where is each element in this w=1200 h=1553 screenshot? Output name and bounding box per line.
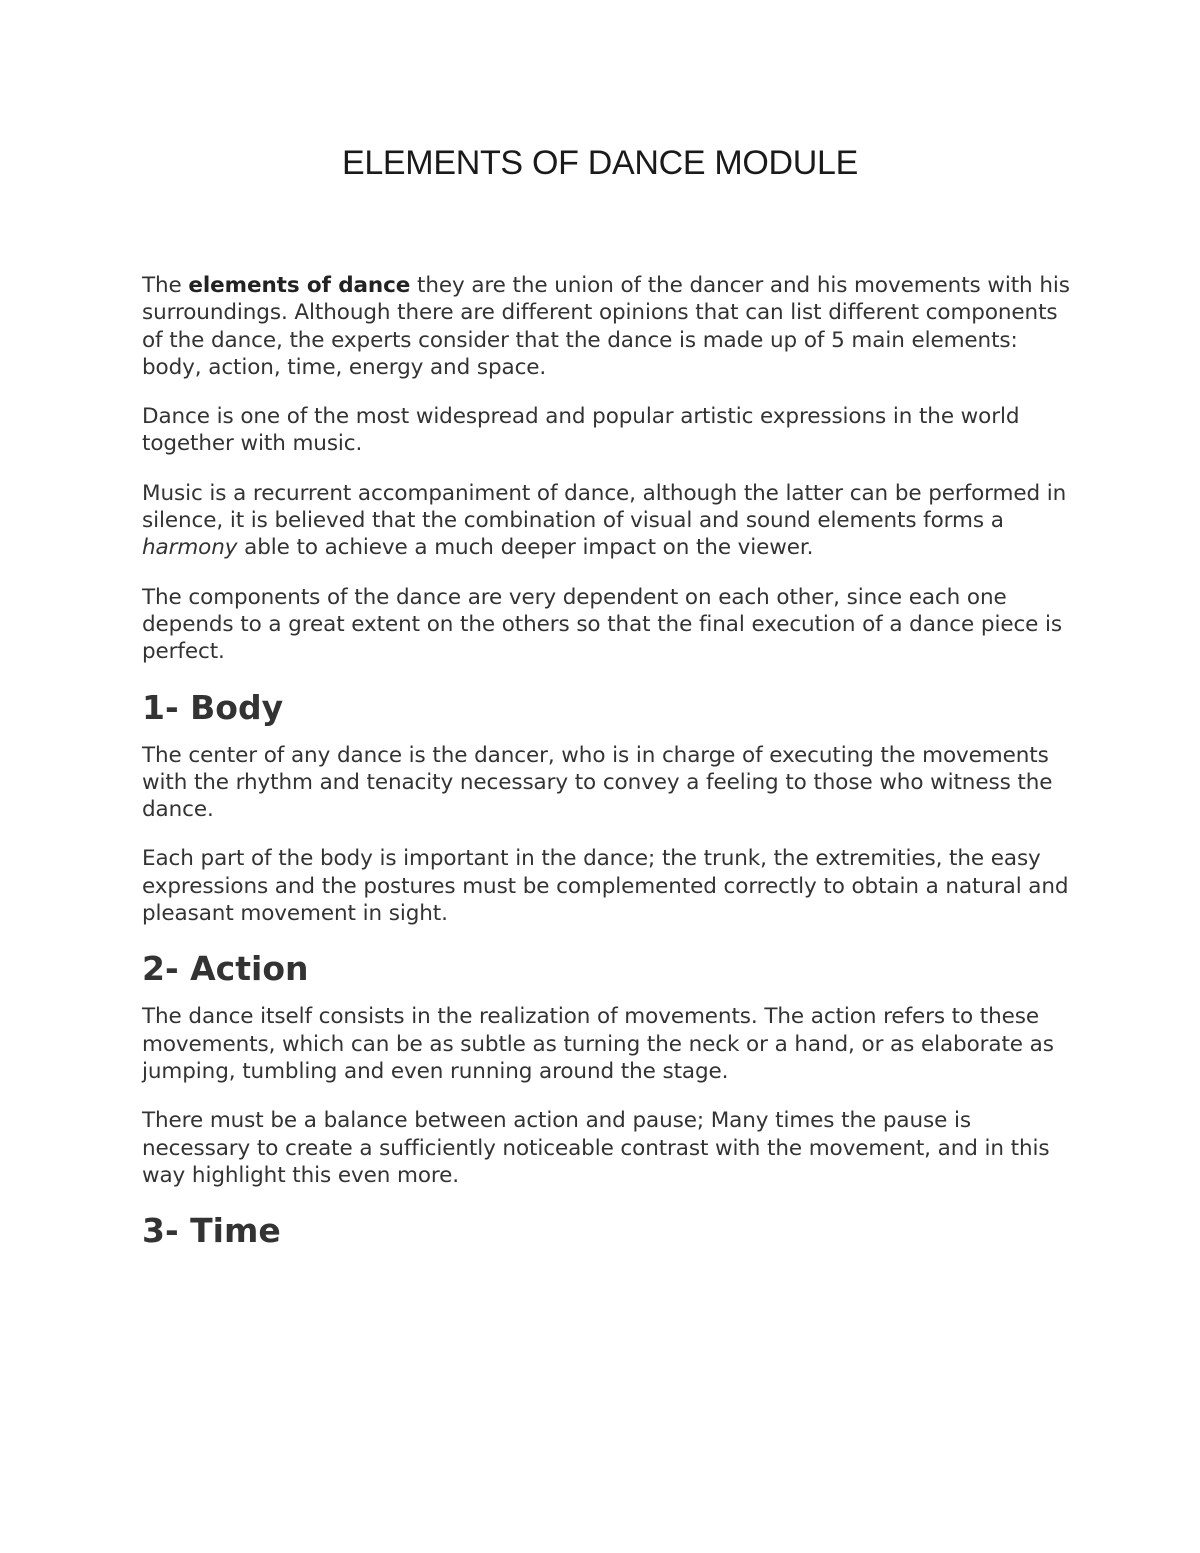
intro-p3-pre: Music is a recurrent accompaniment of dance, although the latter can be performed in silence, it is believed that the combination of visual and sound elements forms a [142, 480, 1067, 534]
intro-paragraph-3 [142, 480, 1072, 562]
body-paragraph-2: Each part of the body is important in the dance; the trunk, the extremities, the easy expressions and the postures must be complemented correctly to obtain a natural and pleasant movement in sight. [142, 846, 1069, 927]
action-paragraph-1: The dance itself consists in the realization of movements. The action refers to these movements, which can be as subtle as turning the neck or a hand, or as elaborate as jumping, tumbling and even running around the stage. [142, 1004, 1054, 1084]
intro-p3-italic: harmony [142, 535, 238, 561]
section-heading-action: 2- Action [142, 949, 309, 989]
intro-p1-post: they are the union of the dancer and his movements with his surroundings. Although there are different opinions that can list different components of the dance, the experts consider that the dance is made up of 5 main elements: body, action, time, energy and space. [142, 273, 1070, 380]
intro-paragraph-2: Dance is one of the most widespread and popular artistic expressions in the world together with music. [142, 404, 1020, 457]
intro-paragraph-4: The components of the dance are very dependent on each other, since each one depends to a great extent on the others so that the final execution of a dance piece is perfect. [142, 584, 1062, 665]
intro-p1-bold: elements of dance [188, 273, 411, 298]
intro-p1-pre: The [142, 273, 189, 298]
intro-paragraph-1 [142, 272, 1072, 381]
section-heading-body: 1- Body [142, 687, 284, 727]
body-paragraph-1: The center of any dance is the dancer, who is in charge of executing the movements with the rhythm and tenacity necessary to convey a feeling to those who witness the dance. [142, 742, 1053, 823]
action-paragraph-2: There must be a balance between action and pause; Many times the pause is necessary to create a sufficiently noticeable contrast with the movement, and in this way highlight this even more. [142, 1108, 1050, 1188]
intro-p3-post: able to achieve a much deeper impact on the viewer. [237, 535, 814, 561]
document-title: ELEMENTS OF DANCE MODULE [341, 144, 859, 182]
section-heading-time: 3- Time [142, 1211, 281, 1251]
document-body [142, 272, 1072, 1265]
